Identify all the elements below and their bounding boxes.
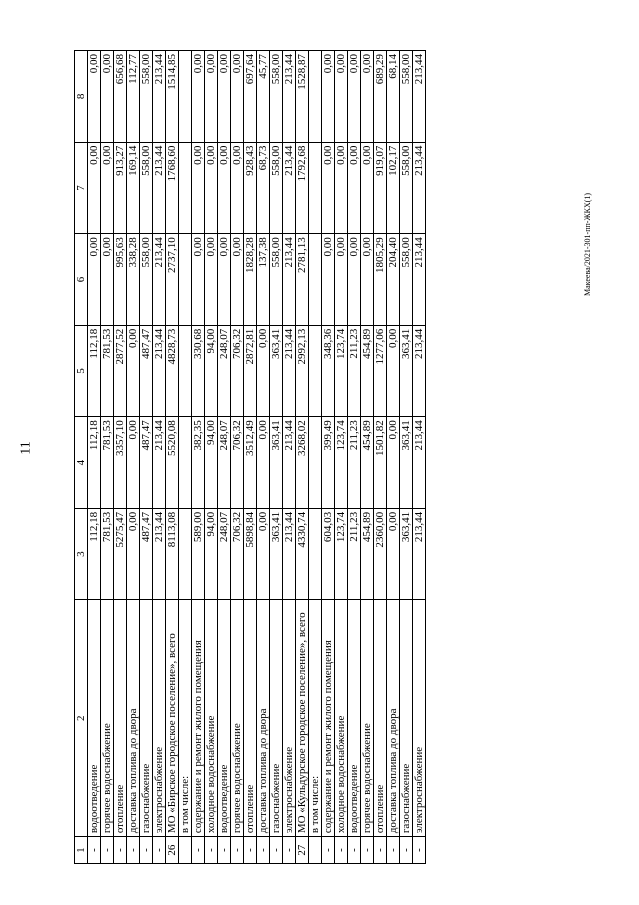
value-cell: 213,44 (413, 142, 426, 234)
value-cell: 656,68 (114, 51, 127, 143)
table-row (296, 51, 309, 864)
value-cell: 0,00 (348, 51, 361, 143)
value-cell: 0,00 (257, 508, 270, 600)
value-cell: 0,00 (361, 51, 374, 143)
value-cell (309, 417, 322, 509)
value-cell: 94,00 (205, 325, 218, 417)
value-cell: 697,64 (244, 51, 257, 143)
value-cell: 399,49 (322, 417, 335, 509)
table-row (231, 51, 244, 864)
value-cell: 706,32 (231, 417, 244, 509)
table-row (218, 51, 231, 864)
value-cell: 363,41 (400, 417, 413, 509)
value-cell: 363,41 (270, 325, 283, 417)
value-cell: 45,77 (257, 51, 270, 143)
value-cell: 3357,10 (114, 417, 127, 509)
row-name: горячее водоснабжение (231, 600, 244, 837)
rotated-table-wrapper (74, 50, 581, 864)
value-cell: 213,44 (413, 51, 426, 143)
row-index: - (348, 837, 361, 864)
row-index (179, 837, 192, 864)
value-cell: 1828,28 (244, 234, 257, 326)
row-index: - (101, 837, 114, 864)
value-cell: 211,23 (348, 417, 361, 509)
value-cell: 0,00 (88, 142, 101, 234)
row-name: МО «Кульдурское городское поселение», всего (296, 600, 309, 837)
value-cell: 781,53 (101, 417, 114, 509)
value-cell: 0,00 (127, 325, 140, 417)
row-name: холодное водоснабжение (335, 600, 348, 837)
value-cell: 330,68 (192, 325, 205, 417)
value-cell: 0,00 (387, 325, 400, 417)
value-cell: 2360,00 (374, 508, 387, 600)
value-cell: 213,44 (153, 51, 166, 143)
value-cell: 558,00 (400, 234, 413, 326)
value-cell: 2872,81 (244, 325, 257, 417)
table-row (192, 51, 205, 864)
value-cell (179, 508, 192, 600)
table-row (88, 51, 101, 864)
table-row (387, 51, 400, 864)
value-cell: 169,14 (127, 142, 140, 234)
row-index: - (218, 837, 231, 864)
value-cell: 487,47 (140, 325, 153, 417)
value-cell: 213,44 (283, 234, 296, 326)
row-index: - (387, 837, 400, 864)
value-cell: 0,00 (192, 234, 205, 326)
value-cell: 213,44 (283, 508, 296, 600)
value-cell (309, 508, 322, 600)
value-cell: 0,00 (361, 234, 374, 326)
row-name: отопление (374, 600, 387, 837)
row-index: - (88, 837, 101, 864)
value-cell: 4330,74 (296, 508, 309, 600)
table-row (322, 51, 335, 864)
value-cell: 213,44 (283, 142, 296, 234)
row-name: доставка топлива до двора (127, 600, 140, 837)
value-cell: 913,27 (114, 142, 127, 234)
value-cell: 487,47 (140, 417, 153, 509)
table-row (153, 51, 166, 864)
value-cell: 213,44 (153, 417, 166, 509)
value-cell: 0,00 (387, 417, 400, 509)
header-cell: 8 (75, 51, 88, 143)
value-cell: 706,32 (231, 325, 244, 417)
row-name: горячее водоснабжение (101, 600, 114, 837)
value-cell: 123,74 (335, 417, 348, 509)
row-index: - (244, 837, 257, 864)
value-cell: 338,28 (127, 234, 140, 326)
value-cell: 0,00 (348, 142, 361, 234)
value-cell (179, 417, 192, 509)
row-name: водоотведение (348, 600, 361, 837)
row-name: в том числе: (179, 600, 192, 837)
row-index: - (322, 837, 335, 864)
table-row (270, 51, 283, 864)
row-name: отопление (114, 600, 127, 837)
value-cell: 454,89 (361, 508, 374, 600)
value-cell: 0,00 (101, 51, 114, 143)
value-cell: 919,07 (374, 142, 387, 234)
value-cell: 1528,87 (296, 51, 309, 143)
value-cell: 0,00 (231, 234, 244, 326)
row-name: электроснабжение (413, 600, 426, 837)
value-cell: 1792,68 (296, 142, 309, 234)
value-cell: 0,00 (205, 51, 218, 143)
row-index: - (192, 837, 205, 864)
value-cell: 1501,82 (374, 417, 387, 509)
header-cell: 6 (75, 234, 88, 326)
row-name: горячее водоснабжение (361, 600, 374, 837)
value-cell: 0,00 (88, 234, 101, 326)
tariff-table (74, 50, 426, 864)
row-name: отопление (244, 600, 257, 837)
row-index: - (231, 837, 244, 864)
value-cell: 0,00 (127, 417, 140, 509)
value-cell: 2737,10 (166, 234, 179, 326)
row-name: электроснабжение (283, 600, 296, 837)
row-name: содержание и ремонт жилого помещения (322, 600, 335, 837)
row-index: - (127, 837, 140, 864)
value-cell: 1805,29 (374, 234, 387, 326)
page-number: 11 (18, 441, 34, 455)
value-cell: 706,32 (231, 508, 244, 600)
header-cell: 1 (75, 837, 88, 864)
value-cell: 213,44 (413, 417, 426, 509)
value-cell: 213,44 (153, 142, 166, 234)
value-cell: 213,44 (153, 325, 166, 417)
value-cell: 487,47 (140, 508, 153, 600)
table-row (205, 51, 218, 864)
row-index: - (140, 837, 153, 864)
value-cell: 382,35 (192, 417, 205, 509)
table-row (127, 51, 140, 864)
value-cell (179, 51, 192, 143)
row-index: - (257, 837, 270, 864)
value-cell: 363,41 (400, 508, 413, 600)
row-name: доставка топлива до двора (387, 600, 400, 837)
table-row (361, 51, 374, 864)
row-index: - (283, 837, 296, 864)
value-cell: 213,44 (413, 508, 426, 600)
row-index: - (205, 837, 218, 864)
value-cell: 454,89 (361, 325, 374, 417)
value-cell: 3268,02 (296, 417, 309, 509)
value-cell (309, 51, 322, 143)
value-cell: 589,00 (192, 508, 205, 600)
row-index (309, 837, 322, 864)
row-index: - (374, 837, 387, 864)
row-name: доставка топлива до двора (257, 600, 270, 837)
row-name: водоотведение (88, 600, 101, 837)
row-name: газоснабжение (400, 600, 413, 837)
value-cell: 213,44 (283, 325, 296, 417)
value-cell: 0,00 (218, 51, 231, 143)
value-cell: 0,00 (192, 142, 205, 234)
value-cell: 213,44 (153, 234, 166, 326)
value-cell: 248,07 (218, 508, 231, 600)
value-cell: 0,00 (88, 51, 101, 143)
value-cell: 213,44 (153, 508, 166, 600)
table-row (101, 51, 114, 864)
value-cell: 363,41 (400, 325, 413, 417)
header-cell: 7 (75, 142, 88, 234)
value-cell: 211,23 (348, 508, 361, 600)
row-index: - (153, 837, 166, 864)
table-row (140, 51, 153, 864)
table-row (257, 51, 270, 864)
value-cell: 1514,85 (166, 51, 179, 143)
value-cell: 0,00 (322, 142, 335, 234)
value-cell: 928,43 (244, 142, 257, 234)
value-cell: 68,73 (257, 142, 270, 234)
table-row (335, 51, 348, 864)
value-cell: 558,00 (400, 51, 413, 143)
value-cell: 0,00 (387, 508, 400, 600)
value-cell: 112,18 (88, 325, 101, 417)
value-cell: 123,74 (335, 325, 348, 417)
table-row (400, 51, 413, 864)
table-row (309, 51, 322, 864)
value-cell: 0,00 (322, 51, 335, 143)
value-cell: 211,23 (348, 325, 361, 417)
value-cell (309, 234, 322, 326)
value-cell: 0,00 (257, 325, 270, 417)
row-index: 27 (296, 837, 309, 864)
table-row (166, 51, 179, 864)
value-cell: 2781,13 (296, 234, 309, 326)
row-name: водоотведение (218, 600, 231, 837)
value-cell: 348,36 (322, 325, 335, 417)
value-cell: 0,00 (192, 51, 205, 143)
value-cell: 0,00 (322, 234, 335, 326)
value-cell: 213,44 (283, 51, 296, 143)
row-index: - (361, 837, 374, 864)
row-name: содержание и ремонт жилого помещения (192, 600, 205, 837)
row-index: - (413, 837, 426, 864)
table-row (114, 51, 127, 864)
value-cell: 781,53 (101, 325, 114, 417)
header-cell: 3 (75, 508, 88, 600)
value-cell: 558,00 (140, 142, 153, 234)
row-index: - (335, 837, 348, 864)
value-cell: 781,53 (101, 508, 114, 600)
value-cell: 454,89 (361, 417, 374, 509)
value-cell: 204,40 (387, 234, 400, 326)
row-name: МО «Бирское городское поселение», всего (166, 600, 179, 837)
header-cell: 4 (75, 417, 88, 509)
value-cell: 248,07 (218, 325, 231, 417)
footer-reference: Макеева/2021-301-пп-ЖКХ(1) (583, 192, 592, 296)
value-cell: 995,63 (114, 234, 127, 326)
row-index: - (270, 837, 283, 864)
value-cell: 0,00 (218, 142, 231, 234)
value-cell: 94,00 (205, 417, 218, 509)
value-cell: 0,00 (205, 142, 218, 234)
value-cell: 213,44 (413, 234, 426, 326)
value-cell: 558,00 (140, 234, 153, 326)
value-cell (179, 234, 192, 326)
value-cell: 1768,60 (166, 142, 179, 234)
row-name: холодное водоснабжение (205, 600, 218, 837)
value-cell: 0,00 (101, 142, 114, 234)
value-cell: 5275,47 (114, 508, 127, 600)
value-cell: 0,00 (231, 142, 244, 234)
table-row (348, 51, 361, 864)
value-cell (309, 142, 322, 234)
value-cell: 137,38 (257, 234, 270, 326)
value-cell: 0,00 (335, 51, 348, 143)
value-cell: 3512,49 (244, 417, 257, 509)
table-row (283, 51, 296, 864)
value-cell: 0,00 (231, 51, 244, 143)
value-cell: 363,41 (270, 417, 283, 509)
value-cell: 0,00 (335, 234, 348, 326)
value-cell (179, 325, 192, 417)
value-cell: 2877,52 (114, 325, 127, 417)
value-cell: 4828,73 (166, 325, 179, 417)
value-cell: 2992,13 (296, 325, 309, 417)
row-name: газоснабжение (140, 600, 153, 837)
value-cell: 689,29 (374, 51, 387, 143)
value-cell: 5520,08 (166, 417, 179, 509)
row-index: - (400, 837, 413, 864)
value-cell (179, 142, 192, 234)
row-index: 26 (166, 837, 179, 864)
value-cell: 0,00 (205, 234, 218, 326)
value-cell: 112,77 (127, 51, 140, 143)
value-cell: 102,17 (387, 142, 400, 234)
value-cell: 558,00 (270, 142, 283, 234)
table-row (374, 51, 387, 864)
value-cell: 558,00 (140, 51, 153, 143)
value-cell: 0,00 (127, 508, 140, 600)
row-name: газоснабжение (270, 600, 283, 837)
value-cell: 0,00 (348, 234, 361, 326)
value-cell: 558,00 (270, 51, 283, 143)
value-cell: 94,00 (205, 508, 218, 600)
value-cell: 112,18 (88, 508, 101, 600)
table-row (179, 51, 192, 864)
value-cell: 112,18 (88, 417, 101, 509)
value-cell: 68,14 (387, 51, 400, 143)
row-index: - (114, 837, 127, 864)
value-cell: 604,03 (322, 508, 335, 600)
value-cell: 0,00 (257, 417, 270, 509)
value-cell: 0,00 (335, 142, 348, 234)
value-cell: 248,07 (218, 417, 231, 509)
value-cell: 123,74 (335, 508, 348, 600)
value-cell: 5898,84 (244, 508, 257, 600)
row-name: электроснабжение (153, 600, 166, 837)
table-header-row (75, 51, 88, 864)
value-cell: 1277,06 (374, 325, 387, 417)
table-row (413, 51, 426, 864)
value-cell: 0,00 (218, 234, 231, 326)
table-row (244, 51, 257, 864)
value-cell: 558,00 (270, 234, 283, 326)
value-cell: 213,44 (283, 417, 296, 509)
value-cell (309, 325, 322, 417)
value-cell: 0,00 (101, 234, 114, 326)
header-cell: 5 (75, 325, 88, 417)
value-cell: 8113,08 (166, 508, 179, 600)
value-cell: 0,00 (361, 142, 374, 234)
value-cell: 558,00 (400, 142, 413, 234)
header-cell: 2 (75, 600, 88, 837)
row-name: в том числе: (309, 600, 322, 837)
value-cell: 213,44 (413, 325, 426, 417)
value-cell: 363,41 (270, 508, 283, 600)
